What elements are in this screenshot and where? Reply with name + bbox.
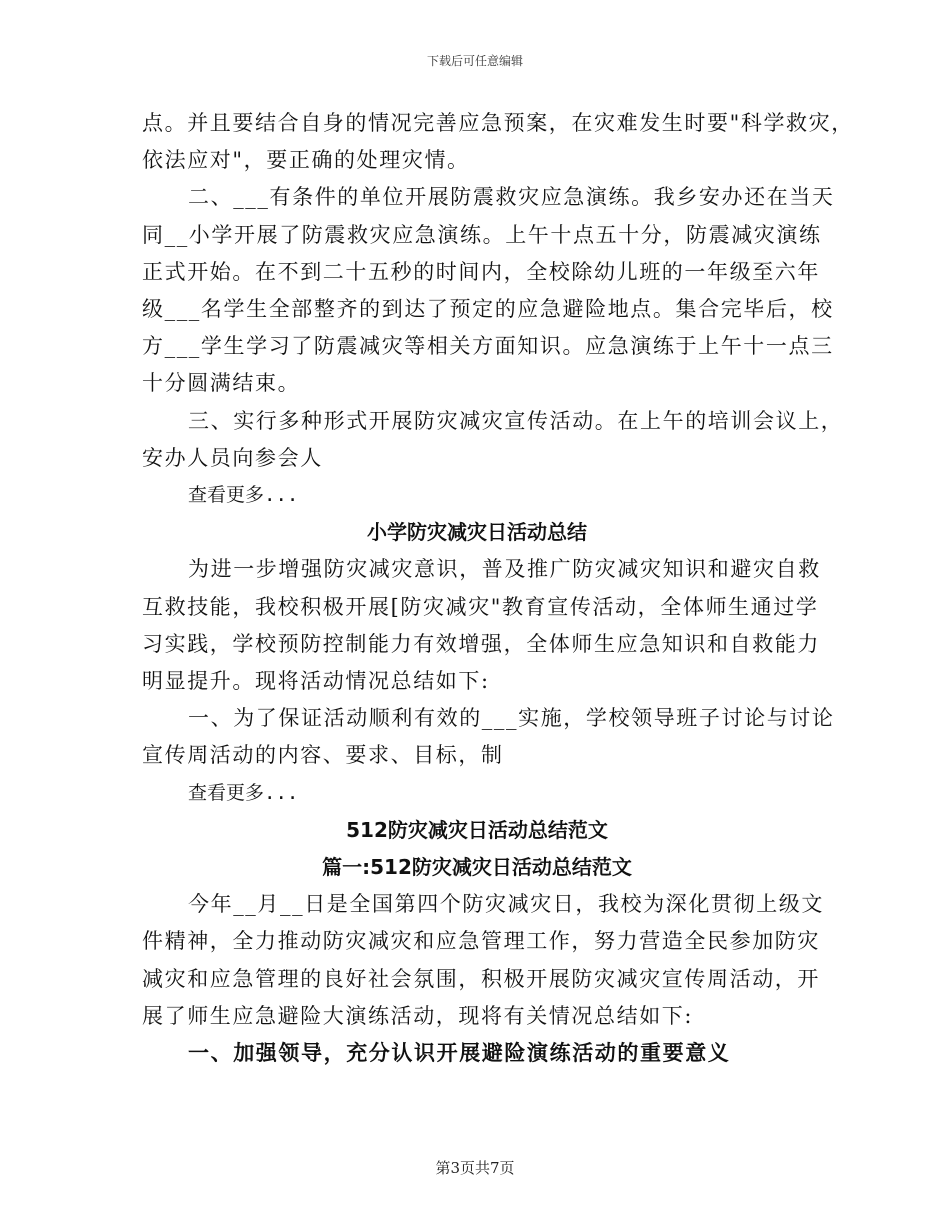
heading-strengthen-leadership: [142, 1035, 812, 1072]
text-line: 一、加强领导，充分认识开展避险演练活动的重要意义: [188, 1041, 731, 1066]
text-line: 级___名学生全部整齐的到达了预定的应急避险地点。集合完毕后，校: [142, 297, 834, 322]
text-line: 正式开始。在不到二十五秒的时间内，全校除幼儿班的一年级至六年: [142, 259, 820, 284]
document-body: [142, 105, 854, 1072]
text-line: 为进一步增强防灾减灾意识，普及推广防灾减灾知识和避灾自救: [188, 557, 821, 582]
page-footer: 第3页共7页: [435, 1159, 515, 1177]
text-line: 二、___有条件的单位开展防震救灾应急演练。我乡安办还在当天: [188, 185, 835, 210]
section-title-512: 512防灾减灾日活动总结范文: [346, 817, 608, 842]
text-line: 互救技能，我校积极开展[防灾减灾"教育宣传活动，全体师生通过学: [142, 594, 819, 619]
paragraph-publicity: [142, 403, 844, 477]
text-line: 同__小学开展了防震救灾应急演练。上午十点五十分，防震减灾演练: [142, 222, 822, 247]
text-line: 一、为了保证活动顺利有效的___实施，学校领导班子讨论与讨论: [188, 706, 835, 731]
section-title-primary-school: 小学防灾减灾日活动总结: [367, 520, 587, 545]
text-line: 减灾和应急管理的良好社会氛围，积极开展防灾减灾宣传周活动，开: [142, 966, 820, 991]
text-line: 习实践，学校预防控制能力有效增强，全体师生应急知识和自救能力: [142, 631, 820, 656]
text-line: 十分圆满结束。: [142, 371, 301, 396]
text-line: 今年__月__日是全国第四个防灾减灾日，我校为深化贯彻上级文: [188, 892, 824, 917]
text-line: 明显提升。现将活动情况总结如下:: [142, 669, 490, 694]
text-line: 三、实行多种形式开展防灾减灾宣传活动。在上午的培训会议上，: [188, 408, 844, 433]
text-line: 展了师生应急避险大演练活动，现将有关情况总结如下:: [142, 1003, 694, 1028]
paragraph-this-year: [142, 886, 824, 1035]
text-line: 件精神，全力推动防灾减灾和应急管理工作，努力营造全民参加防灾: [142, 929, 820, 954]
text-line: 宣传周活动的内容、要求、目标，制: [142, 743, 504, 768]
paragraph-intro: [142, 551, 821, 700]
paragraph-drill: [142, 179, 835, 402]
paragraph-point-one: [142, 700, 835, 774]
text-line: 方___学生学习了防震减灾等相关方面知识。应急演练于上午十一点三: [142, 334, 834, 359]
page-header: 下载后可任意编辑: [426, 54, 523, 68]
section-subtitle-part-one: 篇一:512防灾减灾日活动总结范文: [322, 855, 632, 880]
text-line: 依法应对"，要正确的处理灾情。: [142, 148, 470, 173]
view-more-link[interactable]: 查看更多...: [188, 781, 299, 804]
text-line: 安办人员向参会人: [142, 445, 323, 470]
view-more-link[interactable]: 查看更多...: [188, 484, 299, 507]
paragraph-continuation: [142, 105, 854, 179]
text-line: 点。并且要结合自身的情况完善应急预案，在灾难发生时要"科学救灾，: [142, 111, 854, 135]
